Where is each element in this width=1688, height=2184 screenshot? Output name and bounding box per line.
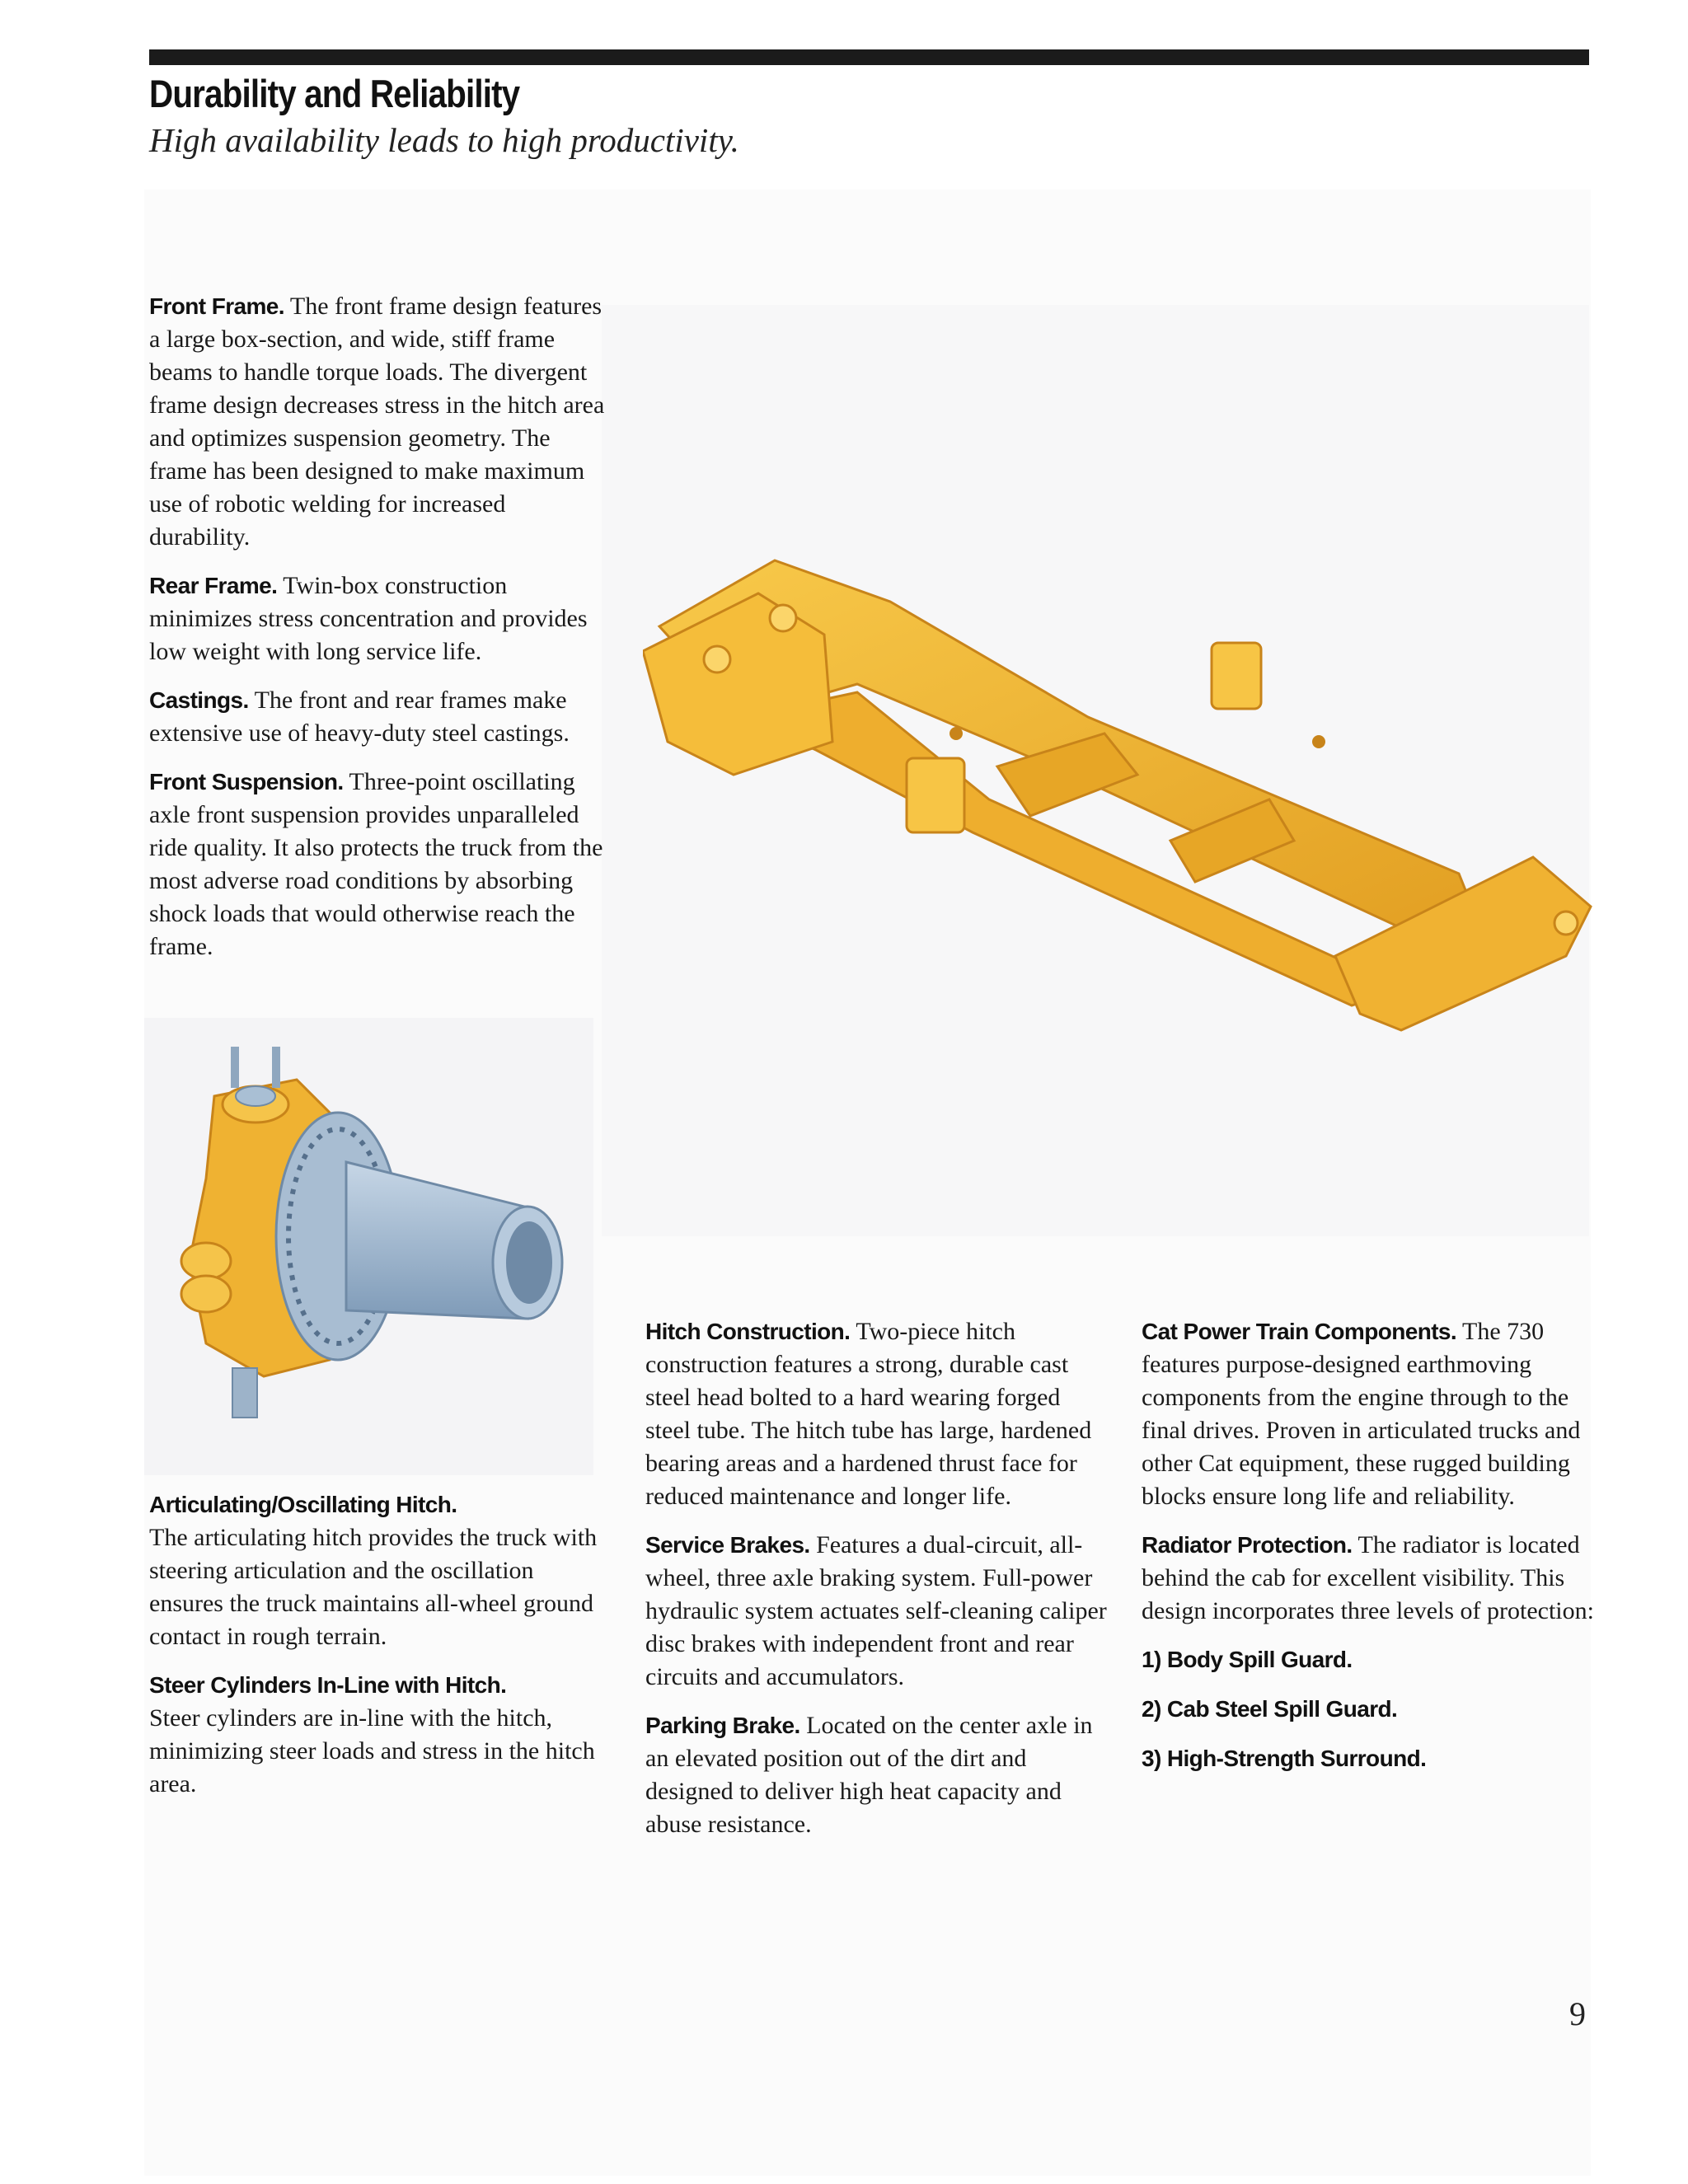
- protection-level-3: 3) High-Strength Surround.: [1142, 1746, 1427, 1771]
- page-number: 9: [1569, 1995, 1586, 2032]
- articulating-hitch-heading: Articulating/Oscillating Hitch.: [149, 1492, 457, 1517]
- hitch-construction-heading: Hitch Construction.: [645, 1319, 851, 1344]
- power-train-text: The 730 features purpose-designed earthmoving components from the engine through to the final drives. Proven in articulated trucks and other Cat equipment, these rugged building blocks ensure long life and reliability.: [1142, 1318, 1581, 1510]
- hitch-construction-text: Two-piece hitch construction features a strong, durable cast steel head bolted to a hard wearing forged steel tube. The hitch tube has large, hardened bearing areas and a hardened thrust face for reduced maintenance and longer life.: [645, 1318, 1092, 1510]
- right-column: [1142, 1315, 1603, 1792]
- parking-brake-paragraph: [645, 1709, 1107, 1841]
- castings-text: The front and rear frames make extensive use of heavy-duty steel castings.: [149, 687, 570, 747]
- page-title: Durability and Reliability: [149, 72, 520, 115]
- protection-level-2: 2) Cab Steel Spill Guard.: [1142, 1696, 1398, 1722]
- castings-paragraph: [149, 684, 611, 750]
- left-column-top: [149, 290, 611, 979]
- power-train-paragraph: [1142, 1315, 1603, 1513]
- radiator-protection-paragraph: [1142, 1529, 1603, 1628]
- front-frame-text: The front frame design features a large box-section, and wide, stiff frame beams to handle torque loads. The divergent frame design decreases stress in the hitch area and optimizes suspension geometry. The frame has been designed to make maximum use of robotic welding for increased durability.: [149, 293, 605, 551]
- power-train-heading: Cat Power Train Components.: [1142, 1319, 1457, 1344]
- header-rule: [149, 49, 1589, 65]
- rear-frame-paragraph: [149, 569, 611, 668]
- steer-cylinders-heading: Steer Cylinders In-Line with Hitch.: [149, 1672, 507, 1698]
- hitch-construction-paragraph: [645, 1315, 1107, 1513]
- castings-heading: Castings.: [149, 687, 249, 713]
- truck-frame-illustration: [643, 527, 1599, 1055]
- left-column-bottom: [149, 1488, 611, 1816]
- front-suspension-heading: Front Suspension.: [149, 769, 344, 794]
- hitch-illustration: [173, 1047, 585, 1426]
- page-subtitle: High availability leads to high productivity.: [149, 121, 739, 159]
- front-frame-heading: Front Frame.: [149, 293, 284, 319]
- radiator-protection-text: The radiator is located behind the cab for excellent visibility. This design incorporates three levels of protection:: [1142, 1531, 1594, 1624]
- protection-level-1: 1) Body Spill Guard.: [1142, 1647, 1353, 1672]
- service-brakes-paragraph: [645, 1529, 1107, 1694]
- service-brakes-text: Features a dual-circuit, all-wheel, three axle braking system. Full-power hydraulic system actuates self-cleaning caliper disc brakes with independent front and rear circuits and accumulators.: [645, 1531, 1107, 1690]
- radiator-protection-heading: Radiator Protection.: [1142, 1532, 1353, 1558]
- parking-brake-heading: Parking Brake.: [645, 1713, 800, 1738]
- parking-brake-text: Located on the center axle in an elevated position out of the dirt and designed to deliver high heat capacity and abuse resistance.: [645, 1712, 1093, 1838]
- rear-frame-text: Twin-box construction minimizes stress concentration and provides low weight with long service life.: [149, 572, 588, 665]
- front-suspension-paragraph: [149, 766, 611, 963]
- service-brakes-heading: Service Brakes.: [645, 1532, 810, 1558]
- rear-frame-heading: Rear Frame.: [149, 573, 278, 598]
- front-suspension-text: Three-point oscillating axle front suspension provides unparalleled ride quality. It also protects the truck from the most adverse road conditions by absorbing shock loads that would otherwise reach the frame.: [149, 768, 603, 960]
- front-frame-paragraph: [149, 290, 611, 554]
- middle-column: [645, 1315, 1107, 1857]
- articulating-hitch-text: The articulating hitch provides the truck with steering articulation and the oscillation ensures the truck maintains all-wheel ground contact in rough terrain.: [149, 1524, 598, 1650]
- articulating-hitch-paragraph: [149, 1488, 611, 1653]
- steer-cylinders-paragraph: [149, 1669, 611, 1801]
- steer-cylinders-text: Steer cylinders are in-line with the hitch, minimizing steer loads and stress in the hitch area.: [149, 1704, 595, 1797]
